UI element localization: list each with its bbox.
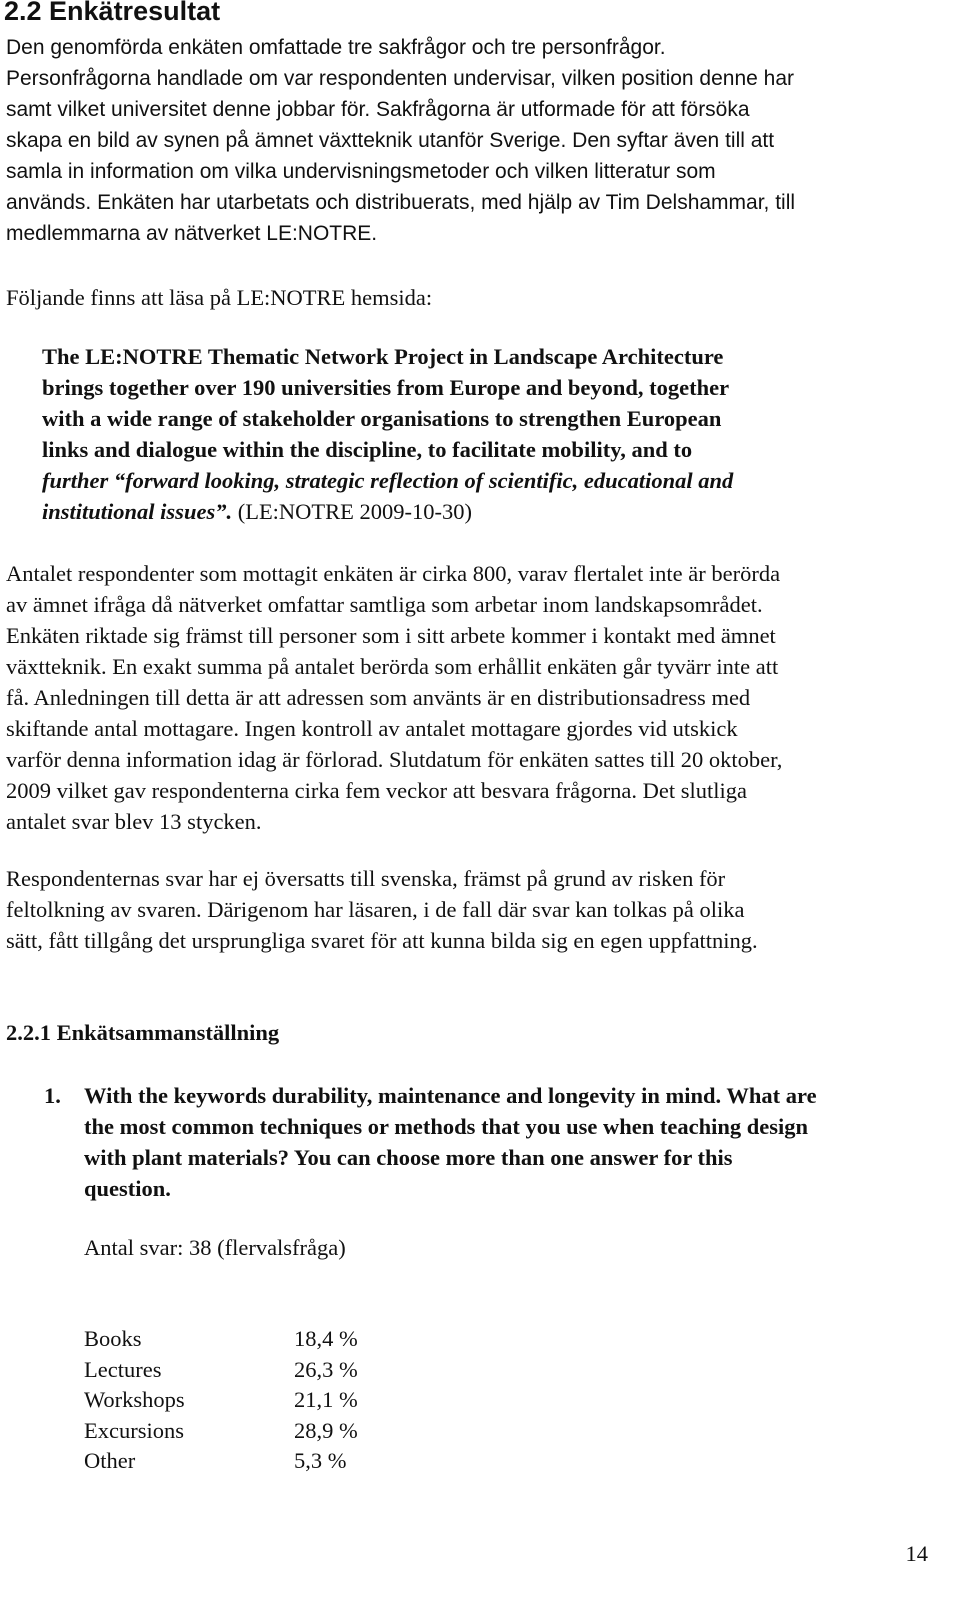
result-value: 26,3 % [294, 1356, 358, 1382]
result-label: Workshops [84, 1387, 185, 1413]
quote-italic-line: further “forward looking, strategic reflection of scientific, educational and [42, 468, 734, 493]
quote-line: with a wide range of stakeholder organisations to strengthen European [42, 406, 722, 431]
question-line: with plant materials? You can choose more than one answer for this [84, 1145, 733, 1170]
result-label: Other [84, 1448, 136, 1474]
subsection-heading: 2.2.1 Enkätsammanställning [6, 1020, 280, 1045]
paragraph-line: få. Anledningen till detta är att adressen som använts är en distributionsadress med [6, 685, 751, 710]
quote-italic-end: institutional issues”. [42, 499, 233, 524]
result-label: Lectures [84, 1356, 162, 1382]
paragraph-line: antalet svar blev 13 stycken. [6, 809, 262, 834]
section-heading: 2.2 Enkätresultat [4, 0, 221, 26]
intro-line: samt vilket universitet denne jobbar för. Sakfrågorna är utformade för att försöka [6, 98, 750, 121]
paragraph-line: varför denna information idag är förlorad. Slutdatum för enkäten sattes till 20 oktober, [6, 747, 783, 772]
result-value: 21,1 % [294, 1387, 358, 1413]
quote-line: links and dialogue within the discipline, to facilitate mobility, and to [42, 437, 693, 462]
intro-line: Personfrågorna handlade om var respondenten undervisar, vilken position denne har [6, 67, 795, 90]
block-quote [42, 341, 733, 527]
intro-line: Den genomförda enkäten omfattade tre sakfrågor och tre personfrågor. [6, 36, 666, 59]
paragraph-line: feltolkning av svaren. Därigenom har läsaren, i de fall där svar kan tolkas på olika [6, 897, 745, 922]
paragraph-line: av ämnet ifråga då nätverket omfattar samtliga som arbetar inom landskapsområdet. [6, 592, 763, 617]
quote-line: The LE:NOTRE Thematic Network Project in Landscape Architecture [42, 344, 724, 369]
result-value: 28,9 % [294, 1417, 358, 1443]
paragraph-line: sätt, fått tillgång det ursprungliga svaret för att kunna bilda sig en egen uppfattning. [6, 928, 758, 953]
quote-last-line [42, 496, 733, 527]
result-label: Books [84, 1326, 142, 1351]
intro-paragraph [6, 32, 795, 249]
paragraph-line: Antalet respondenter som mottagit enkäten är cirka 800, varav flertalet inte är berörda [6, 561, 781, 586]
question-text [84, 1080, 817, 1204]
answer-count: Antal svar: 38 (flervalsfråga) [84, 1235, 346, 1260]
result-label: Excursions [84, 1417, 184, 1443]
translation-paragraph [6, 863, 758, 956]
respondents-paragraph [6, 558, 782, 837]
intro-line: medlemmarna av nätverket LE:NOTRE. [6, 222, 378, 245]
intro-line: används. Enkäten har utarbetats och distribuerats, med hjälp av Tim Delshammar, till [6, 191, 796, 214]
paragraph-line: Respondenternas svar har ej översatts till svenska, främst på grund av risken för [6, 866, 726, 891]
question-line: With the keywords durability, maintenance and longevity in mind. What are [84, 1083, 817, 1108]
quote-line: brings together over 190 universities from Europe and beyond, together [42, 375, 730, 400]
result-value: 5,3 % [294, 1448, 347, 1474]
question-line: question. [84, 1176, 171, 1201]
question-line: the most common techniques or methods that you use when teaching design [84, 1114, 808, 1139]
paragraph-line: växtteknik. En exakt summa på antalet berörda som erhållit enkäten går tyvärr inte att [6, 654, 779, 679]
paragraph-line: 2009 vilket gav respondenterna cirka fem veckor att besvara frågorna. Det slutliga [6, 778, 747, 803]
paragraph-line: Enkäten riktade sig främst till personer som i sitt arbete kommer i kontakt med ämnet [6, 623, 776, 648]
intro-line: samla in information om vilka undervisningsmetoder och vilken litteratur som [6, 160, 716, 183]
paragraph-line: skiftande antal mottagare. Ingen kontroll av antalet mottagare gjordes vid utskick [6, 716, 738, 741]
page-number: 14 [905, 1541, 928, 1566]
intro-line: skapa en bild av synen på ämnet växtteknik utanför Sverige. Den syftar även till att [6, 129, 775, 152]
result-value: 18,4 % [294, 1326, 358, 1351]
quote-lead-paragraph: Följande finns att läsa på LE:NOTRE hemsida: [6, 285, 433, 310]
quote-source: (LE:NOTRE 2009-10-30) [232, 499, 473, 524]
question-number: 1. [44, 1083, 61, 1108]
